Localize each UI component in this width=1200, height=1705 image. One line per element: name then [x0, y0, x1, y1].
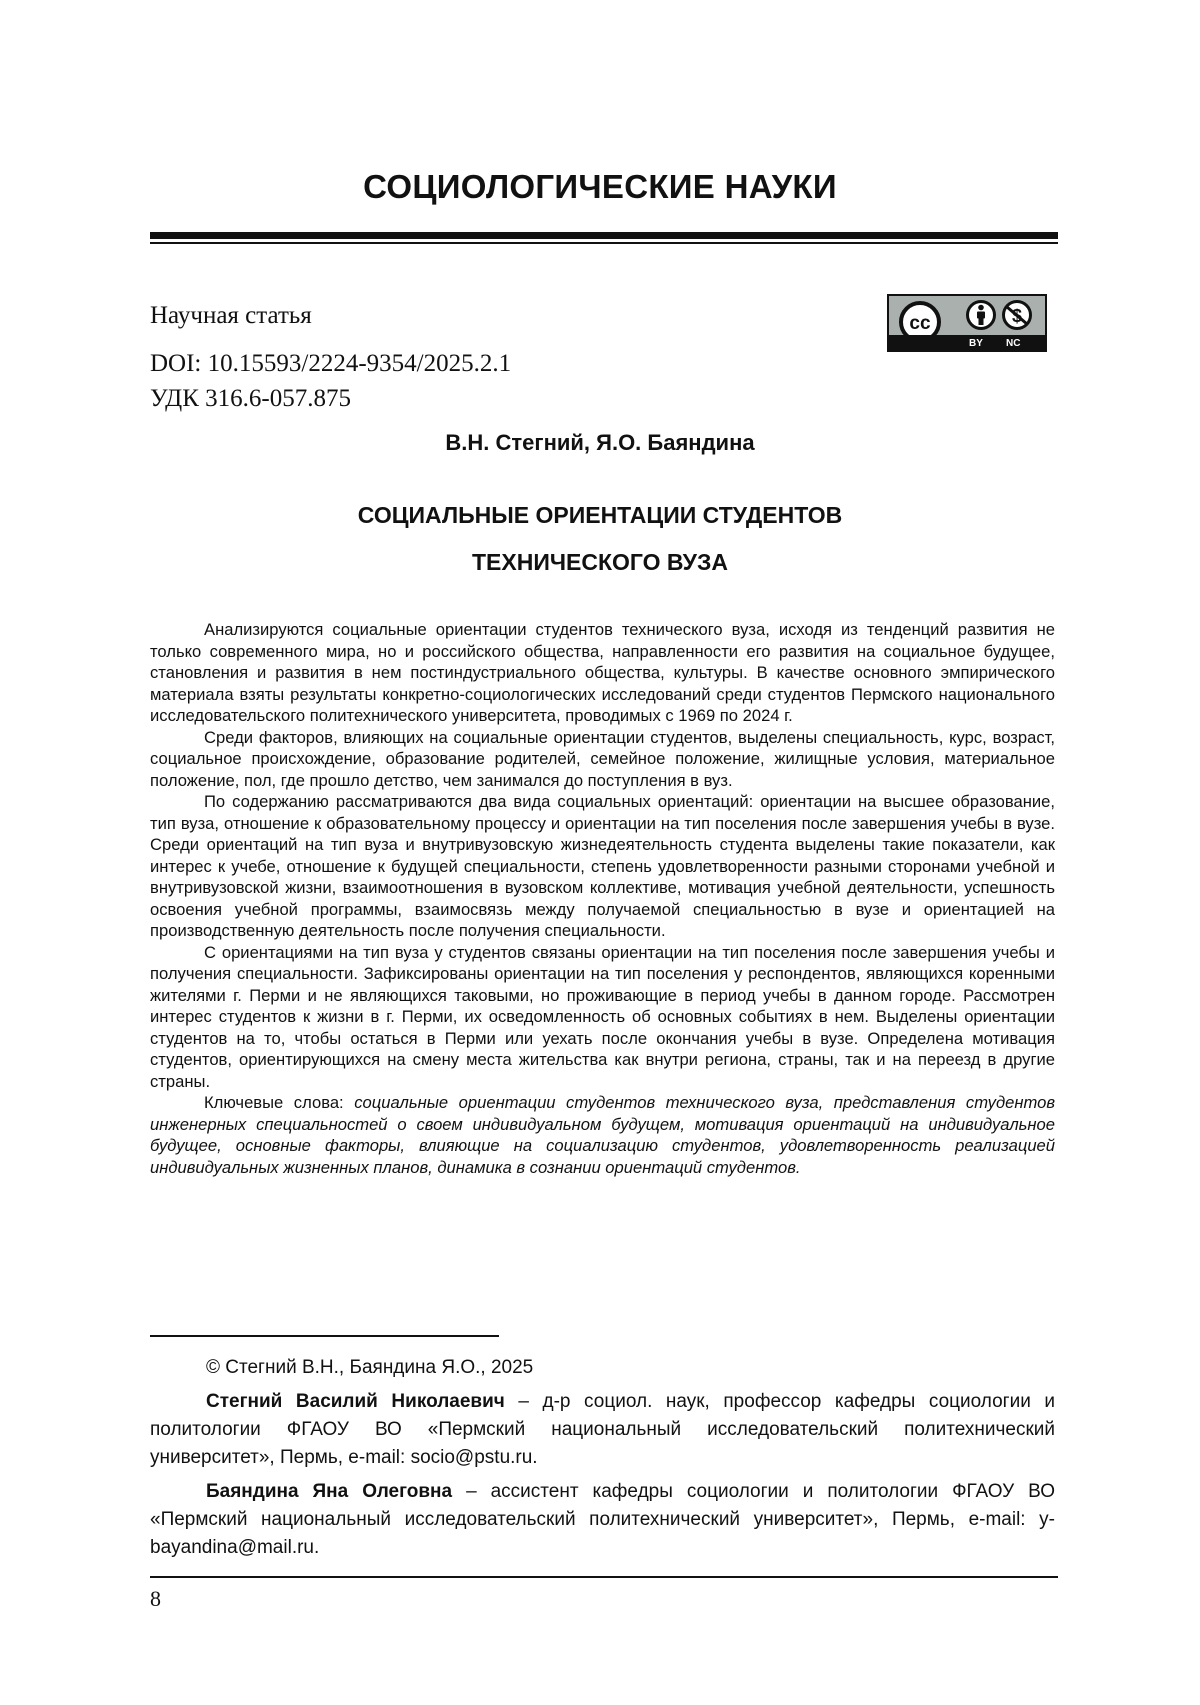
cc-mark-text: cc	[909, 313, 931, 334]
abstract-paragraph: С ориентациями на тип вуза у студентов связаны ориентации на тип поселения после завершения учебы и получения специальности. Зафиксированы ориентации на тип поселения у респондентов, являющихся коренными жителями г. Перми и не являющихся таковыми, но проживающие в период учебы в данном городе. Рассмотрен интерес студентов к жизни в г. Перми, их осведомленность об основных событиях в нем. Выделены ориентации студентов на то, чтобы остаться в Перми или уехать после окончания учебы в вузе. Определена мотивация студентов, ориентирующихся на смену места жительства как внутри региона, страны, так и на переезд в другие страны.	[150, 942, 1055, 1093]
author-2-info: – ассистент кафедры социологии и политологии ФГАОУ ВО «Пермский национальный исследовательский политехнический университет», Пермь, e-mail: y-bayandina@mail.ru.	[150, 1481, 1055, 1558]
keywords-paragraph	[150, 1092, 1055, 1178]
authors: В.Н. Стегний, Я.О. Баяндина	[0, 430, 1200, 456]
udk: УДК 316.6-057.875	[150, 385, 351, 413]
footnote-separator	[150, 1335, 499, 1337]
footnotes	[150, 1354, 1055, 1568]
author-2-name: Баяндина Яна Олеговна	[206, 1481, 452, 1502]
header-rule-thick	[150, 232, 1058, 239]
abstract	[150, 619, 1055, 1178]
doi: DOI: 10.15593/2224-9354/2025.2.1	[150, 350, 511, 378]
author-1-info: – д-р социол. наук, профессор кафедры социологии и политологии ФГАОУ ВО «Пермский национальный исследовательский политехнический университет», Пермь, e-mail: socio@pstu.ru.	[150, 1391, 1055, 1468]
page-bottom-rule	[150, 1576, 1058, 1578]
article-title-line-2: ТЕХНИЧЕСКОГО ВУЗА	[0, 549, 1200, 576]
keywords-label: Ключевые слова:	[204, 1093, 354, 1112]
abstract-paragraph: Среди факторов, влияющих на социальные ориентации студентов, выделены специальность, курс, возраст, социальное происхождение, образование родителей, семейное положение, жилищные условия, материальное положение, пол, где прошло детство, чем занимался до поступления в вуз.	[150, 727, 1055, 792]
article-title-line-1: СОЦИАЛЬНЫЕ ОРИЕНТАЦИИ СТУДЕНТОВ	[0, 502, 1200, 529]
abstract-paragraph: Анализируются социальные ориентации студентов технического вуза, исходя из тенденций развития не только современного мира, но и российского общества, направленности его развития на социальное будущее, становления и развития в нем постиндустриального общества, культуры. В качестве основного эмпирического материала взяты результаты конкретно-социологических исследований среди студентов Пермского национального исследовательского политехнического университета, проводимых с 1969 по 2024 г.	[150, 619, 1055, 727]
author-note-1	[150, 1388, 1055, 1472]
keywords-values: социальные ориентации студентов технического вуза, представления студентов инженерных специальностей о своем индивидуальном будущем, мотивация ориентаций на индивидуальное будущее, основные факторы, влияющие на социализацию студентов, удовлетворенность реализацией индивидуальных жизненных планов, динамика в сознании ориентаций студентов.	[150, 1093, 1055, 1177]
non-commercial-icon	[1001, 298, 1033, 334]
license-by-label: BY	[969, 338, 983, 349]
article-type: Научная статья	[150, 302, 312, 330]
cc-by-nc-license-icon	[887, 294, 1047, 352]
author-1-name: Стегний Василий Николаевич	[206, 1391, 505, 1412]
section-title: СОЦИОЛОГИЧЕСКИЕ НАУКИ	[0, 168, 1200, 206]
attribution-icon	[965, 298, 997, 334]
page-number: 8	[150, 1586, 161, 1612]
license-strip	[889, 335, 1045, 350]
abstract-paragraph: По содержанию рассматриваются два вида социальных ориентаций: ориентации на высшее образование, тип вуза, отношение к образовательному процессу и ориентации на тип поселения после завершения учебы в вузе. Среди ориентаций на тип вуза и внутривузовскую жизнедеятельность студента выделены такие показатели, как интерес к учебе, отношение к будущей специальности, степень удовлетворенности разными сторонами учебной и внутривузовской жизни, взаимоотношения в вузовском коллективе, мотивация учебной деятельности, успешность освоения учебной программы, взаимосвязь между получаемой специальностью в вузе и ориентацией на производственную деятельность после получения специальности.	[150, 791, 1055, 942]
copyright-note: © Стегний В.Н., Баяндина Я.О., 2025	[150, 1354, 1055, 1382]
author-note-2	[150, 1478, 1055, 1562]
header-rule-thin	[150, 242, 1058, 244]
license-nc-label: NC	[1006, 338, 1020, 349]
